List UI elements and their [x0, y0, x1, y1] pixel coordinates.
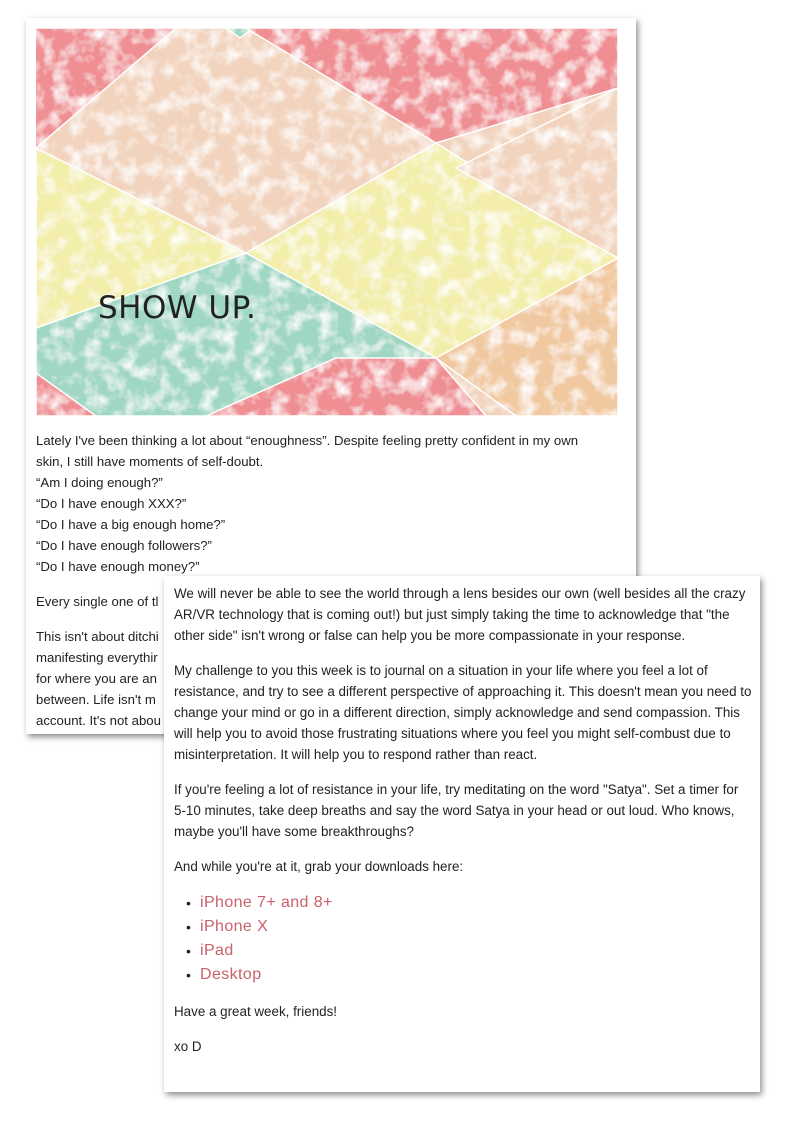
truncated-paragraph: Every single one of tl [36, 594, 159, 609]
paragraph-satya: If you're feeling a lot of resistance in your life, try meditating on the word "Satya". Set a timer for 5-10 minutes, take deep breaths and say the word Satya in your head or out loud. Who knows, maybe you'll have some breakthroughs? [174, 782, 739, 839]
hero-title: SHOW UP. [98, 290, 257, 326]
list-item [200, 915, 752, 939]
truncated-line: for where you are an [36, 671, 157, 686]
paragraph-perspective: We will never be able to see the world through a lens besides our own (well besides all the crazy AR/VR technology that is coming out!) but just simply taking the time to acknowledge that "the other side" isn't wrong or false can help you be more compassionate in your response. [174, 586, 746, 643]
hero-image [36, 28, 618, 416]
list-item [200, 891, 752, 915]
question-line: “Do I have a big enough home?” [36, 517, 226, 532]
truncated-line: manifesting everythir [36, 650, 158, 665]
question-line: “Do I have enough XXX?” [36, 496, 187, 511]
list-item [200, 939, 752, 963]
paragraph-challenge: My challenge to you this week is to journal on a situation in your life where you feel a lot of resistance, and try to see a different perspective of approaching it. This doesn't mean you need to change your mind or go in a different direction, simply acknowledge and send compassion. This will help you to avoid those frustrating situations where you feel you might self-combust due to misinterpretation. It will help you to respond rather than react. [174, 663, 752, 762]
truncated-line: This isn't about ditchi [36, 629, 159, 644]
paragraph-downloads-intro: And while you're at it, grab your downloads here: [174, 859, 464, 874]
list-item [200, 963, 752, 987]
harlequin-pattern [36, 28, 618, 416]
download-link-desktop[interactable]: Desktop [200, 966, 262, 983]
truncated-line: between. Life isn't m [36, 692, 156, 707]
download-link-ipad[interactable]: iPad [200, 942, 234, 959]
download-link-iphone-x[interactable]: iPhone X [200, 918, 269, 935]
intro-line: Lately I've been thinking a lot about “enoughness”. Despite feeling pretty confident in my own [36, 433, 579, 448]
truncated-line: account. It's not abou [36, 713, 161, 728]
signature: xo D [174, 1039, 202, 1054]
signoff: Have a great week, friends! [174, 1004, 338, 1019]
question-line: “Do I have enough money?” [36, 559, 200, 574]
question-line: “Do I have enough followers?” [36, 538, 212, 553]
question-line: “Am I doing enough?” [36, 475, 163, 490]
blog-post-card-front [164, 576, 760, 1092]
post-body [174, 583, 752, 1071]
download-links-list [174, 891, 752, 987]
intro-line: skin, I still have moments of self-doubt. [36, 454, 264, 469]
download-link-iphone-7-8-plus[interactable]: iPhone 7+ and 8+ [200, 894, 333, 911]
